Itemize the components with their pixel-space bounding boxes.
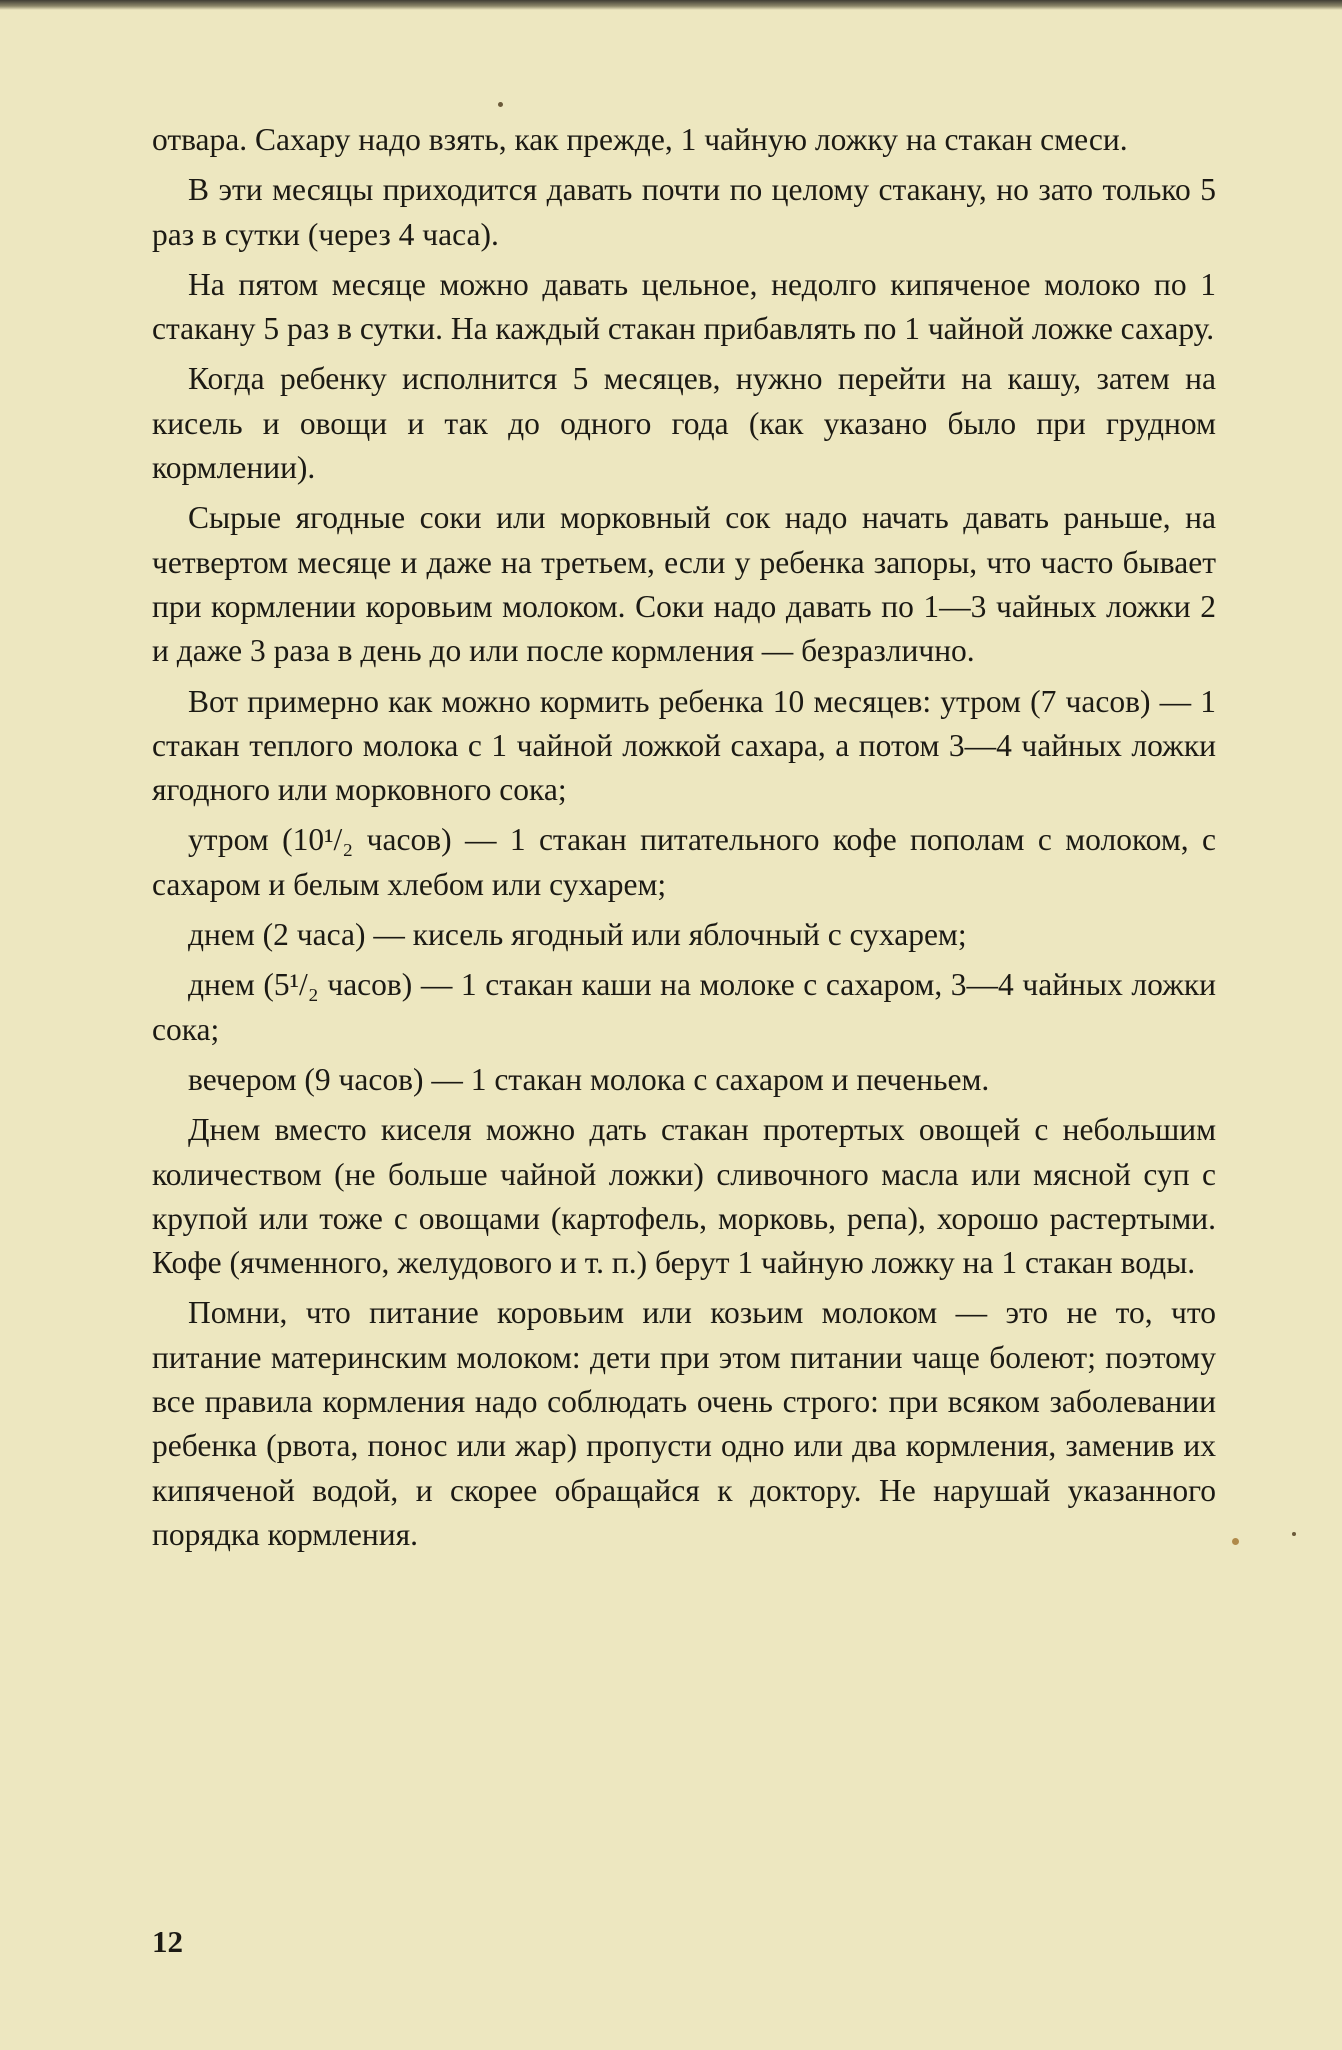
feeding-schedule-line: днем (2 часа) — кисель ягодный или яблочный с сухарем; xyxy=(188,917,967,953)
paragraph: Вот примерно как можно кормить ребенка 10 месяцев: утром (7 часов) — 1 стакан теплого молока с 1 чайной ложкой сахара, а потом 3—4 чайных ложки ягодного или морковного сока; xyxy=(152,683,1216,808)
paragraph: Помни, что питание коровьим или козьим молоком — это не то, что питание материнским молоком: дети при этом питании чаще болеют; поэтому все правила кормления надо соблюдать очень строго: при всяком заболевании ребенка (рвота, понос или жар) пропусти одно или два кормления, заменив их кипяченой водой, и скорее обращайся к доктору. Не нарушай указанного порядка кормления. xyxy=(152,1295,1216,1552)
feeding-schedule-line: утром (10¹/₂ часов) — 1 стакан питательного кофе пополам с молоком, с сахаром и белым хлебом или сухарем; xyxy=(152,822,1216,902)
feeding-schedule-line: вечером (9 часов) — 1 стакан молока с сахаром и печеньем. xyxy=(188,1061,990,1097)
paragraph: В эти месяцы приходится давать почти по целому стакану, но зато только 5 раз в сутки (через 4 часа). xyxy=(152,172,1216,252)
paragraph: отвара. Сахару надо взять, как прежде, 1 чайную ложку на стакан смеси. xyxy=(152,122,1128,157)
page-number: 12 xyxy=(152,1924,183,1959)
paper-speck xyxy=(1292,1532,1296,1536)
paragraph: На пятом месяце можно давать цельное, недолго кипяченое молоко по 1 стакану 5 раз в сутки. На каждый стакан прибавлять по 1 чайной ложке сахару. xyxy=(152,266,1216,347)
paragraph: Сырые ягодные соки или морковный сок надо начать давать раньше, на четвертом месяце и даже на третьем, если у ребенка запоры, что часто бывает при кормлении коровьим молоком. Соки надо давать по 1—3 чайных ложки 2 и даже 3 раза в день до или после кормления — безразлично. xyxy=(152,500,1216,669)
paragraph: Когда ребенку исполнится 5 месяцев, нужно перейти на кашу, затем на кисель и овощи и так до одного года (как указано было при грудном кормлении). xyxy=(152,361,1216,486)
paragraph: Днем вместо киселя можно дать стакан протертых овощей с небольшим количеством (не больше чайной ложки) сливочного масла или мясной суп с крупой или тоже с овощами (картофель, морковь, репа), хорошо растертыми. Кофе (ячменного, желудового и т. п.) берут 1 чайную ложку на 1 стакан воды. xyxy=(152,1112,1216,1281)
paper-speck xyxy=(498,102,503,107)
page-top-edge xyxy=(0,0,1342,10)
body-text xyxy=(152,118,1216,1563)
paper-speck xyxy=(1232,1538,1239,1545)
feeding-schedule-line: днем (5¹/₂ часов) — 1 стакан каши на молоке с сахаром, 3—4 чайных ложки сока; xyxy=(152,967,1216,1047)
